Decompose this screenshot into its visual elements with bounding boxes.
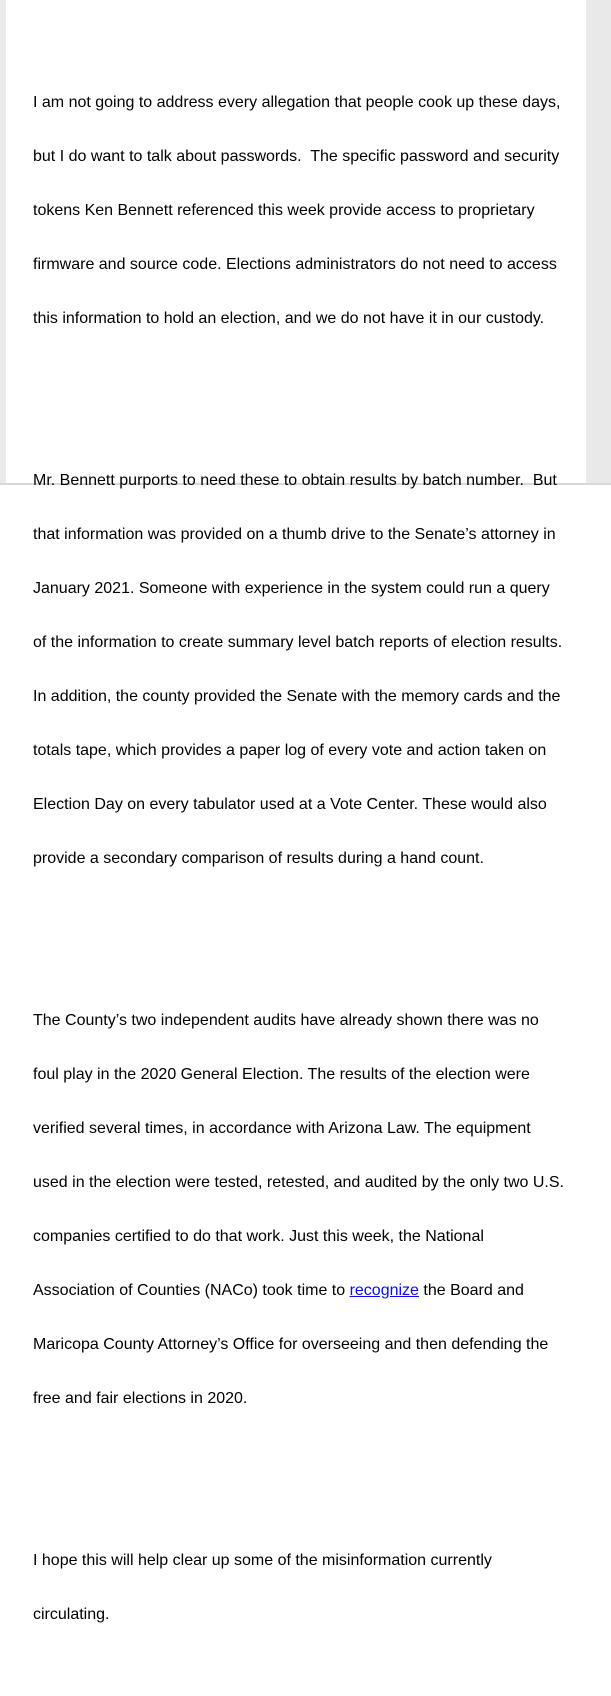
page-margin-right xyxy=(586,0,611,483)
text-line: The County’s two independent audits have already shown there was no xyxy=(33,1012,539,1029)
text-line: I hope this will help clear up some of the misinformation currently xyxy=(33,1552,492,1569)
text-line: that information was provided on a thumb drive to the Senate’s attorney in xyxy=(33,526,556,543)
text-line: companies certified to do that work. Just this week, the National xyxy=(33,1228,484,1245)
link-line-pre-text: Association of Counties (NACo) took time to xyxy=(33,1282,350,1299)
paragraph-4 xyxy=(33,1516,585,1660)
text-line: tokens Ken Bennett referenced this week provide access to proprietary xyxy=(33,202,535,219)
text-line-with-link xyxy=(33,1282,585,1300)
text-line: January 2021. Someone with experience in the system could run a query xyxy=(33,580,550,597)
page-margin-left xyxy=(0,0,6,483)
text-line: In addition, the county provided the Senate with the memory cards and the xyxy=(33,688,561,705)
letter-body xyxy=(33,4,585,1696)
recognize-link[interactable]: recognize xyxy=(349,1282,419,1299)
text-line: firmware and source code. Elections administrators do not need to access xyxy=(33,256,557,273)
text-line: totals tape, which provides a paper log of every vote and action taken on xyxy=(33,742,547,759)
text-line: verified several times, in accordance with Arizona Law. The equipment xyxy=(33,1120,531,1137)
text-line: provide a secondary comparison of results during a hand count. xyxy=(33,850,484,867)
paragraph-2 xyxy=(33,436,585,904)
text-line: free and fair elections in 2020. xyxy=(33,1390,248,1407)
text-line: Mr. Bennett purports to need these to obtain results by batch number. But xyxy=(33,472,557,489)
text-line: circulating. xyxy=(33,1606,110,1623)
text-line: this information to hold an election, and we do not have it in our custody. xyxy=(33,310,545,327)
text-line: but I do want to talk about passwords. The specific password and security xyxy=(33,148,560,165)
text-line: I am not going to address every allegation that people cook up these days, xyxy=(33,94,561,111)
text-line: used in the election were tested, retested, and audited by the only two U.S. xyxy=(33,1174,564,1191)
text-line: Election Day on every tabulator used at a Vote Center. These would also xyxy=(33,796,547,813)
paragraph-1 xyxy=(33,58,585,364)
text-line: of the information to create summary level batch reports of election results. xyxy=(33,634,563,651)
text-line: foul play in the 2020 General Election. The results of the election were xyxy=(33,1066,530,1083)
link-line-post-text: the Board and xyxy=(418,1282,524,1299)
text-line: Maricopa County Attorney’s Office for overseeing and then defending the xyxy=(33,1336,549,1353)
paragraph-3 xyxy=(33,976,585,1444)
